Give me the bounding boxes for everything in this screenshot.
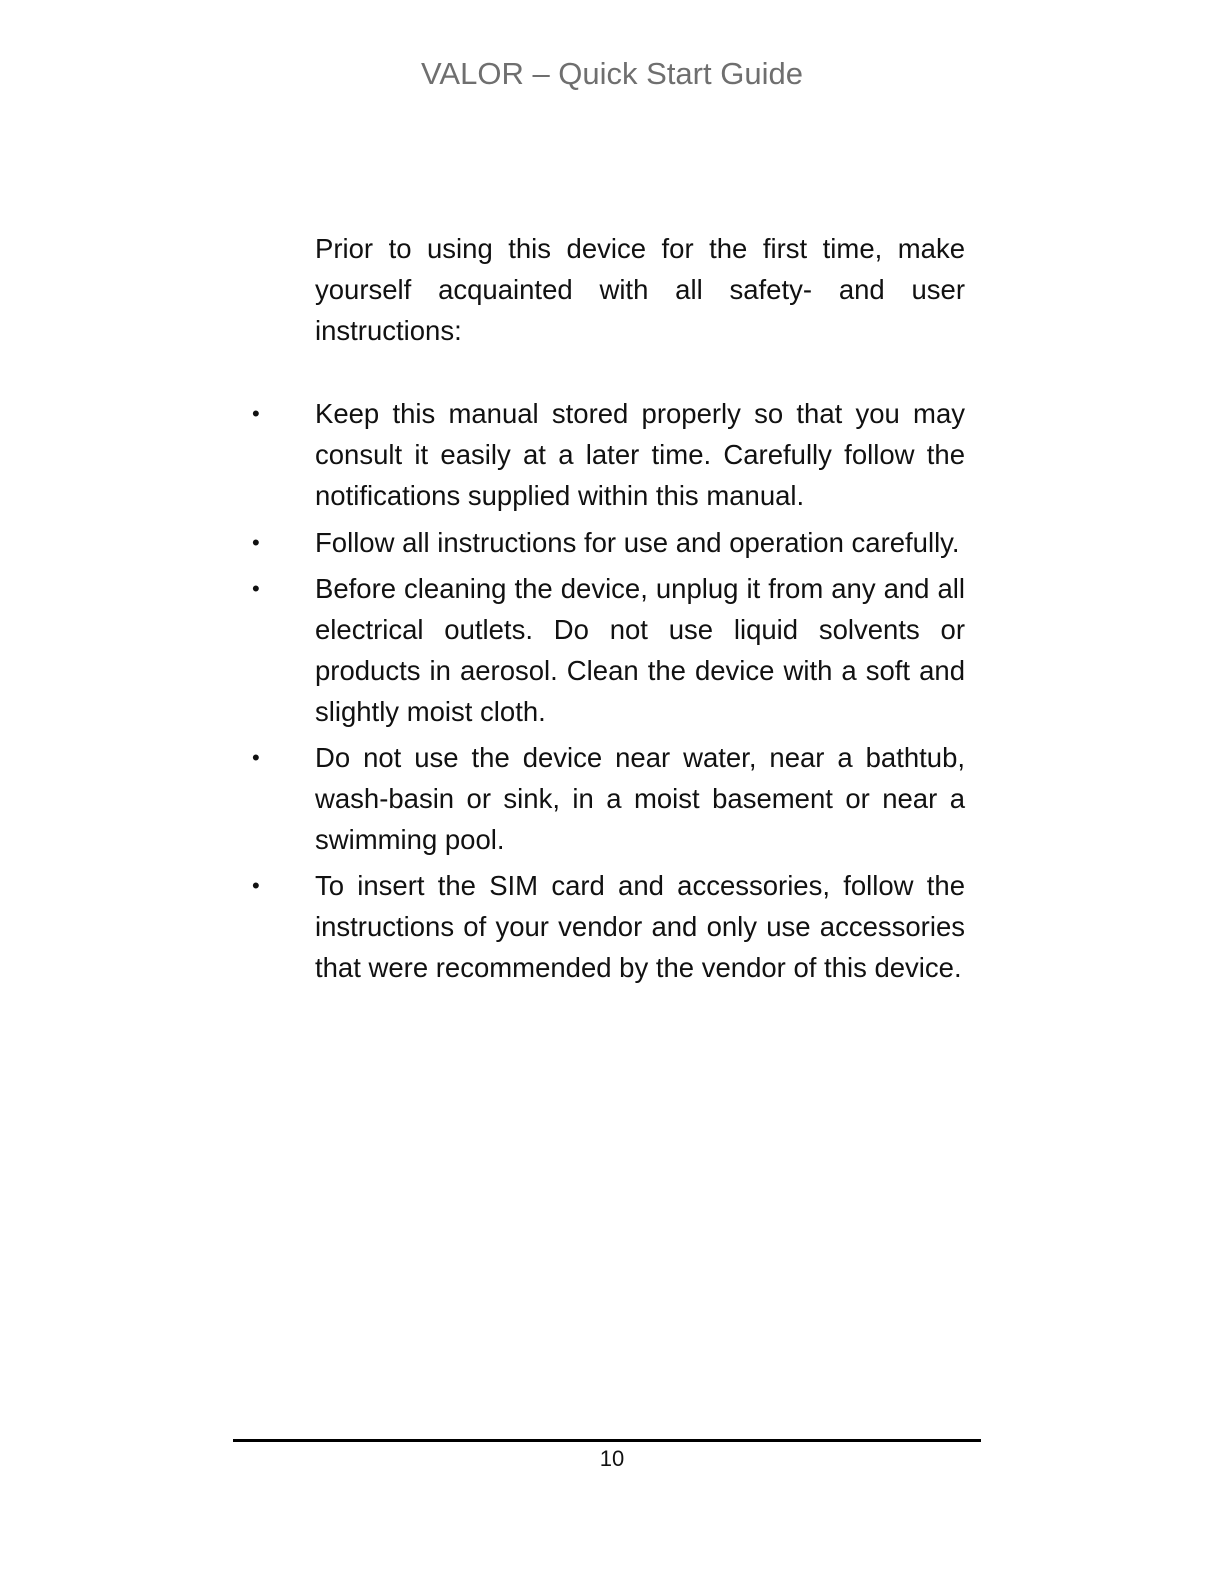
list-item [0, 737, 1224, 860]
list-item-text: Before cleaning the device, unplug it from any and all electrical outlets. Do not use liquid solvents or products in aerosol. Clean the device with a soft and slightly moist cloth. [315, 573, 965, 727]
page-number: 10 [599, 1446, 625, 1471]
bullet-icon: • [252, 401, 260, 426]
list-item-text: Keep this manual stored properly so that you may consult it easily at a later time. Carefully follow the notifications supplied within this manual. [315, 398, 965, 511]
bullet-icon: • [252, 530, 260, 555]
footer-divider [233, 1439, 981, 1442]
safety-instructions-list [0, 393, 1224, 993]
page-header-title: VALOR – Quick Start Guide [421, 56, 803, 91]
bullet-icon: • [252, 873, 260, 898]
list-item [0, 393, 1224, 516]
list-item-text: To insert the SIM card and accessories, follow the instructions of your vendor and only use accessories that were recommended by the vendor of this device. [315, 870, 965, 983]
list-item [0, 865, 1224, 988]
bullet-icon: • [252, 576, 260, 601]
intro-paragraph: Prior to using this device for the first time, make yourself acquainted with all safety- and user instructions: [315, 233, 965, 346]
list-item [0, 522, 1224, 563]
list-item-text: Do not use the device near water, near a bathtub, wash-basin or sink, in a moist basement or near a swimming pool. [315, 742, 965, 855]
list-item [0, 568, 1224, 732]
bullet-icon: • [252, 745, 260, 770]
list-item-text: Follow all instructions for use and operation carefully. [315, 527, 960, 558]
